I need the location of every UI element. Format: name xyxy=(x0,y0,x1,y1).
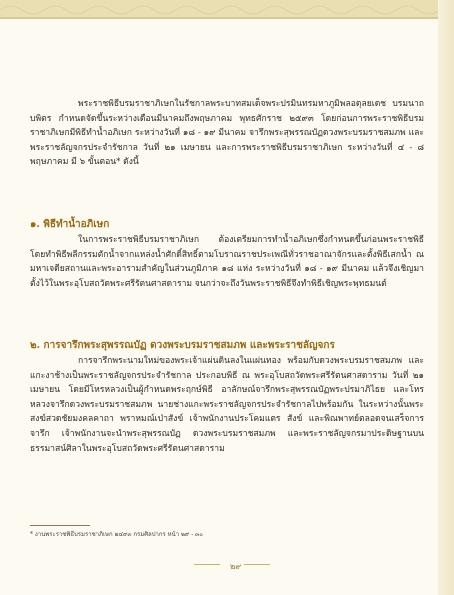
page-number-ornament-right xyxy=(244,564,270,565)
border-pattern-icon xyxy=(0,0,454,19)
page-body xyxy=(30,19,424,579)
section-2-paragraph: การจารึกพระนามใหม่ของพระเจ้าแผ่นดินลงในแผ่นทอง พร้อมกับดวงพระบรมราชสมภพ และแกะงาช้างเป็นพระราชลัญจกรประจำรัชกาล ประกอบพิธี ณ พระอุโบสถวัดพระศรีรัตนศาสดาราม วันที่ ๒๑ เมษายน โดยมีโหรหลวงเป็นผู้กำหนดพระฤกษ์พิธี อาลักษณ์จารึกพระสุพรรณบัฏพระปรมาภิไธย และโหรหลวงจารึกดวงพระบรมราชสมภพ นายช่างแกะพระราชลัญจกรประจำรัชกาลไปพร้อมกัน ในระหว่างนั้นพระสงฆ์สวดชัยมงคลคาถา พราหมณ์เป่าสังข์ เจ้าพนักงานประโคมแตร สังข์ และพิณพาทย์ตลอดจนเสร็จการจารึก เจ้าพนักงานจะนำพระสุพรรณบัฏ ดวงพระบรมราชสมภพ และพระราชลัญจกรมาประดิษฐานบนธรรมาสน์ศิลาในพระอุโบสถวัดพระศรีรัตนศาสดาราม xyxy=(30,356,424,454)
section-1-heading: ๑. พิธีทำน้ำอภิเษก xyxy=(30,219,110,230)
section-2-heading: ๒. การจารึกพระสุพรรณบัฏ ดวงพระบรมราชสมภพ และพระราชลัญจกร xyxy=(30,340,335,351)
intro-paragraph: พระราชพิธีบรมราชาภิเษกในรัชกาลพระบาทสมเด็จพระปรมินทรมหาภูมิพลอดุลยเดช บรมนาถบพิตร กำหนดจัดขึ้นระหว่างเดือนมีนาคมถึงพฤษภาคม พุทธศักราช ๒๕๙๓ โดยก่อนการพระราชพิธีบรมราชาภิเษกมีพิธีทำน้ำอภิเษก ระหว่างวันที่ ๑๘ - ๑๙ มีนาคม จารึกพระสุพรรณบัฏดวงพระบรมราชสมภพ และพระราชลัญจกรประจำรัชกาล วันที่ ๒๑ เมษายน และการพระราชพิธีบรมราชาภิเษก ระหว่างวันที่ ๔ - ๘ พฤษภาคม มี ๖ ขั้นตอน* ดังนี้ xyxy=(30,99,424,168)
page-number: ๒๙ xyxy=(230,562,242,571)
page-number-ornament-left xyxy=(194,564,220,565)
section-1-paragraph: ในการพระราชพิธีบรมราชาภิเษก ต้องเตรียมการทำน้ำอภิเษกซึ่งกำหนดขึ้นก่อนพระราชพิธี โดยทำพิธีพลีกรรมตักน้ำจากแหล่งน้ำศักดิ์สิทธิ์ตามโบราณราชประเพณีทั่วราชอาณาจักรและตั้งพิธีเสกน้ำ ณ มหาเจดียสถานและพระอารามสำคัญในส่วนภูมิภาค ๑๘ แห่ง ระหว่างวันที่ ๑๘ - ๑๙ มีนาคม แล้วจึงเชิญมาตั้งไว้ในพระอุโบสถวัดพระศรีรัตนศาสดาราม จนกว่าจะถึงวันพระราชพิธีจึงทำพิธีเชิญพระพุทธมนต์ xyxy=(30,235,424,289)
footnote: * งานพระราชพิธีบรมราชาภิเษก ๒๔๙๓ กรมศิลปากร หน้า ๒๙ - ๓๐ xyxy=(30,531,203,538)
page-edge-shade xyxy=(438,0,454,595)
decorative-border-top xyxy=(0,0,454,19)
footnote-divider xyxy=(30,525,90,526)
